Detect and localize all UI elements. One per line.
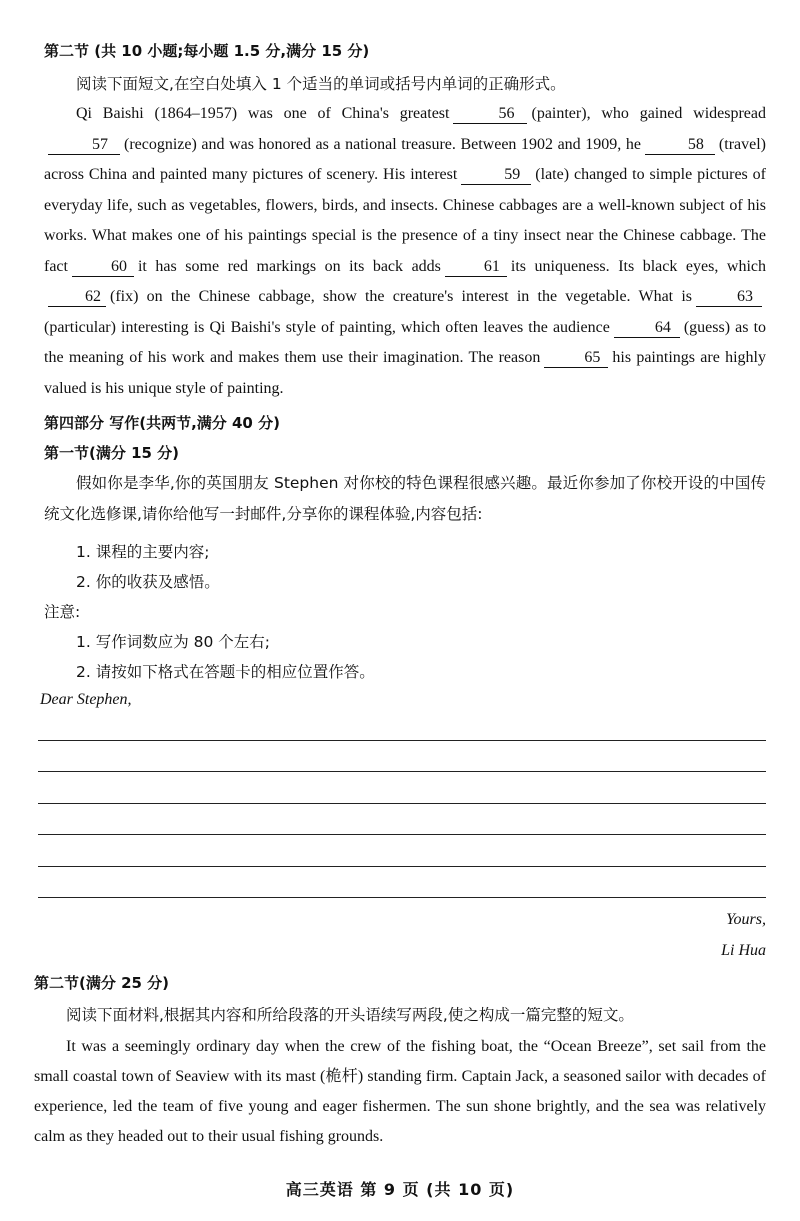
notes-label: 注意: xyxy=(44,603,81,621)
blank-65: 65 xyxy=(544,349,608,368)
part4-section1-heading: 第一节(满分 15 分) xyxy=(44,444,180,462)
section2-heading: 第二节 (共 10 小题;每小题 1.5 分,满分 15 分) xyxy=(44,42,370,60)
blank-57: 57 xyxy=(48,136,120,155)
writing-line[interactable] xyxy=(38,771,766,772)
section2-instruction: 阅读下面短文,在空白处填入 1 个适当的单词或括号内单词的正确形式。 xyxy=(76,75,566,93)
passage-text: it has some red markings on its back adds xyxy=(137,257,441,275)
blank-63: 63 xyxy=(696,288,762,307)
passage-text: (late) changed to simple pictures of everyday life, such as vegetables, flowers, birds, and insects. Chinese cabbages are a well-known subject of his works. What makes one of his paintings special is the presence of a tiny insect near the Chinese cabbage. The fact xyxy=(44,166,767,275)
part4-section2-heading: 第二节(满分 25 分) xyxy=(34,974,170,992)
passage-text: its uniqueness. Its black eyes, which xyxy=(510,257,766,275)
task1-point-1: 1. 课程的主要内容; xyxy=(76,543,210,561)
writing-line[interactable] xyxy=(38,803,766,804)
task1-prompt: 假如你是李华,你的英国朋友 Stephen 对你校的特色课程很感兴趣。最近你参加了你校开设的中国传统文化选修课,请你给他写一封邮件,分享你的课程体验,内容包括: xyxy=(44,474,766,523)
passage-text: his paintings are highly valued is his unique style of painting. xyxy=(44,349,766,397)
task2-instruction: 阅读下面材料,根据其内容和所给段落的开头语续写两段,使之构成一篇完整的短文。 xyxy=(66,1006,634,1024)
blank-59: 59 xyxy=(461,166,531,185)
part4-heading: 第四部分 写作(共两节,满分 40 分) xyxy=(44,414,280,432)
writing-line[interactable] xyxy=(38,866,766,867)
passage-text: (painter), who gained widespread xyxy=(531,105,767,122)
passage-text: (particular) interesting is Qi Baishi's style of painting, which often leaves the audience xyxy=(44,318,610,336)
writing-line[interactable] xyxy=(38,834,766,835)
passage-text: (travel) across China and painted many pictures of scenery. His interest xyxy=(44,135,766,183)
blank-58: 58 xyxy=(645,136,715,155)
blank-64: 64 xyxy=(614,319,680,338)
passage-text: (guess) as to the meaning of his work and makes them use their imagination. The reason xyxy=(44,318,767,366)
note-1: 1. 写作词数应为 80 个左右; xyxy=(76,633,271,651)
page-footer: 高三英语 第 9 页 (共 10 页) xyxy=(285,1180,515,1199)
letter-closing: Yours, xyxy=(726,911,766,928)
story-passage: It was a seemingly ordinary day when the crew of the fishing boat, the “Ocean Breeze”, set sail from the small coastal town of Seaview with its mast (桅杆) standing firm. Captain Jack, a seasoned sailor with decades of experience, led the team of five young and eager fishermen. The sun shone brightly, and the sea was relatively calm as they headed out to their usual fishing grounds. xyxy=(34,1038,766,1145)
blank-56: 56 xyxy=(453,105,527,124)
note-2: 2. 请按如下格式在答题卡的相应位置作答。 xyxy=(76,663,375,681)
blank-61: 61 xyxy=(445,258,507,277)
blank-62: 62 xyxy=(48,288,106,307)
task1-point-2: 2. 你的收获及感悟。 xyxy=(76,573,220,591)
passage-text: (fix) on the Chinese cabbage, show the creature's interest in the vegetable. What is xyxy=(110,288,692,305)
passage-text: (recognize) and was honored as a national treasure. Between 1902 and 1909, he xyxy=(124,135,641,153)
passage-text: Qi Baishi (1864–1957) was one of China's greatest xyxy=(76,105,450,122)
cloze-passage xyxy=(44,99,766,404)
blank-60: 60 xyxy=(72,258,134,277)
writing-line[interactable] xyxy=(38,897,766,898)
writing-line[interactable] xyxy=(38,740,766,741)
letter-greeting: Dear Stephen, xyxy=(40,691,132,708)
letter-signature: Li Hua xyxy=(721,942,766,959)
